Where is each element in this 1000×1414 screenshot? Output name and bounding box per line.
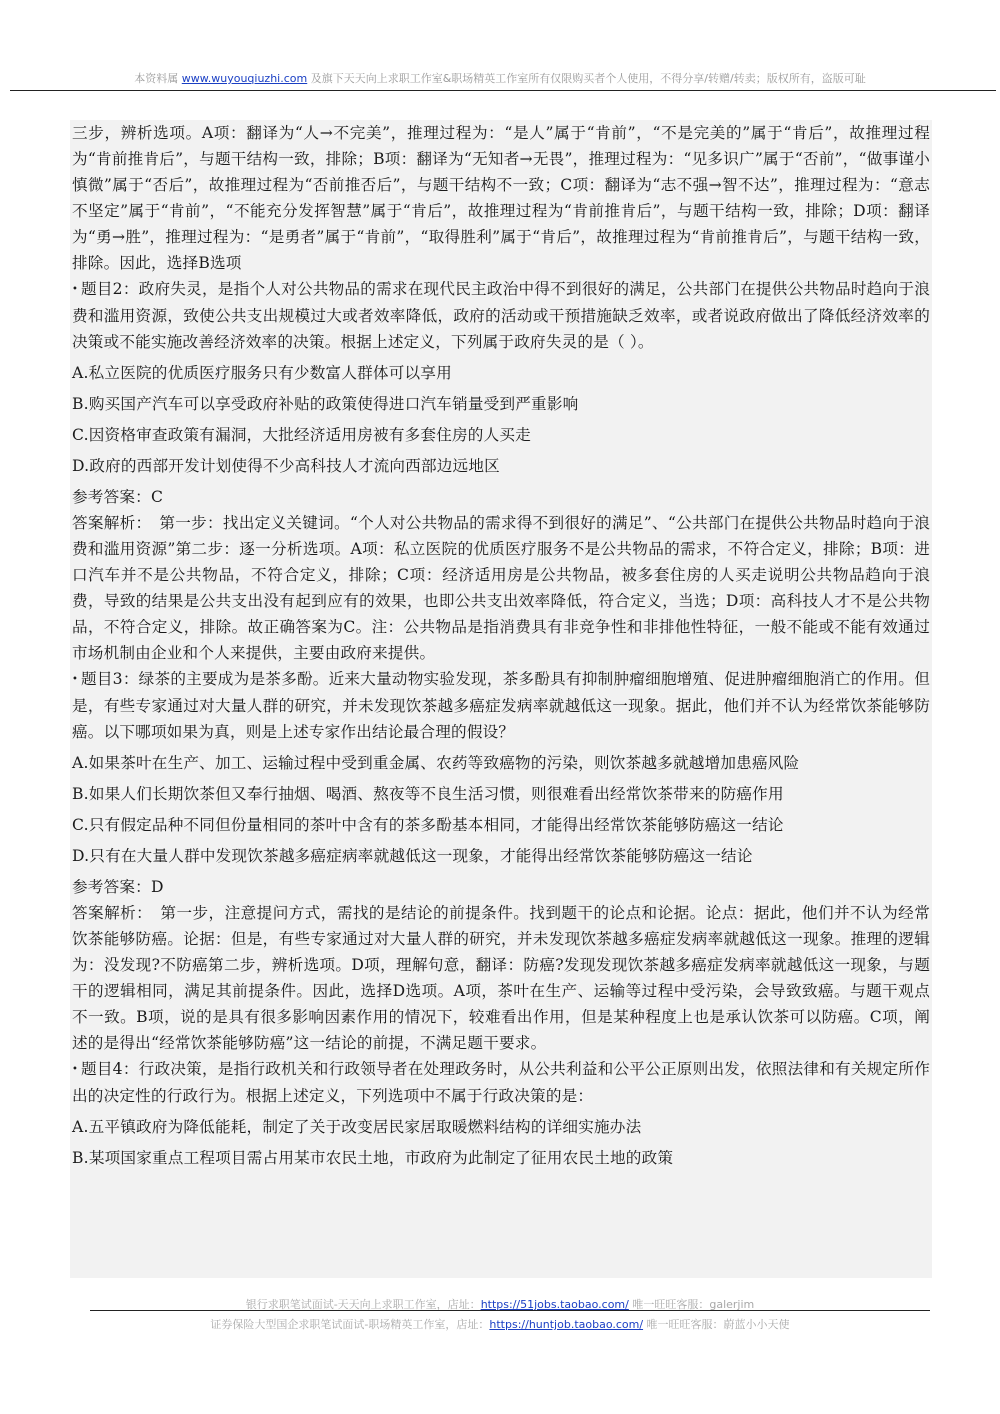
- paragraph-text: A.私立医院的优质医疗服务只有少数富人群体可以享用: [72, 364, 452, 382]
- footer-line-2: [0, 1316, 1000, 1332]
- paragraph-text: 答案解析： 第一步，注意提问方式，需找的是结论的前提条件。找到题干的论点和论据。论点：据此，他们并不认为经常饮茶能够防癌。论据：但是，有些专家通过对大量人群的研究，并未发现饮茶越多癌症发病率就越低这一现象。推理的逻辑为：没发现?不防癌第二步，辨析选项。D项，理解句意，翻译：防癌?发现发现饮茶越多癌症发病率就越低这一现象，与题干的逻辑相同，满足其前提条件。因此，选择D选项。A项，茶叶在生产、运输等过程中受污染，会导致致癌。与题干观点不一致。B项，说的是具有很多影响因素作用的情况下，较难看出作用，但是某种程度上也是承认饮茶可以防癌。C项，阐述的是得出“经常饮茶能够防癌”这一结论的前提，不满足题干要求。: [72, 904, 930, 1052]
- answer-option: [70, 422, 932, 448]
- document-body: [70, 120, 932, 1278]
- paragraph-text: D.政府的西部开发计划使得不少高科技人才流向西部边远地区: [72, 457, 500, 475]
- paragraph-text: C.因资格审查政策有漏洞，大批经济适用房被有多套住房的人买走: [72, 426, 531, 444]
- paragraph-text: 三步，辨析选项。A项：翻译为“人→不完美”，推理过程为：“是人”属于“肯前”，“不是完美的”属于“肯后”，故推理过程为“肯前推肯后”，与题干结构一致，排除；B项：翻译为“无知者→无畏”，推理过程为：“见多识广”属于“否前”，“做事谨小慎微”属于“否后”，故推理过程为“否前推否后”，与题干结构不一致；C项：翻译为“志不强→智不达”，推理过程为：“意志不坚定”属于“肯前”，“不能充分发挥智慧”属于“肯后”，故推理过程为“肯前推肯后”，与题干结构一致，排除；D项：翻译为“勇→胜”，推理过程为：“是勇者”属于“肯前”，“取得胜利”属于“肯后”，故推理过程为“肯前推肯后”，与题干结构一致，排除。因此，选择B选项: [72, 124, 930, 272]
- text-paragraph: [70, 900, 932, 1056]
- text-paragraph: [70, 510, 932, 666]
- paragraph-text: C.只有假定品种不同但份量相同的茶叶中含有的茶多酚基本相同，才能得出经常饮茶能够防癌这一结论: [72, 816, 784, 834]
- footer-line-2-prefix: 证券保险大型国企求职笔试面试-职场精英工作室，店址：: [210, 1318, 490, 1331]
- footer-shop-link-2[interactable]: https://huntjob.taobao.com/: [489, 1318, 644, 1331]
- text-paragraph: [70, 120, 932, 276]
- answer-option: [70, 453, 932, 479]
- paragraph-text: D.只有在大量人群中发现饮茶越多癌症病率就越低这一现象，才能得出经常饮茶能够防癌这一结论: [72, 847, 753, 865]
- header-prefix: 本资料属: [134, 72, 182, 85]
- question-paragraph: [70, 1056, 932, 1109]
- bullet-icon: •: [72, 1064, 79, 1075]
- page-header: [0, 70, 1000, 86]
- answer-option: [70, 750, 932, 776]
- paragraph-text: 答案解析： 第一步：找出定义关键词。“个人对公共物品的需求得不到很好的满足”、“公共部门在提供公共物品时趋向于浪费和滥用资源”第二步：逐一分析选项。A项：私立医院的优质医疗服务不是公共物品的需求，不符合定义，排除；B项：进口汽车并不是公共物品，不符合定义，排除；C项：经济适用房是公共物品，被多套住房的人买走说明公共物品趋向于浪费，导致的结果是公共支出没有起到应有的效果，也即公共支出效率降低，符合定义，当选；D项：高科技人才不是公共物品，不符合定义，排除。故正确答案为C。注：公共物品是指消费具有非竞争性和非排他性特征，一般不能或不能有效通过市场机制由企业和个人来提供，主要由政府来提供。: [72, 514, 930, 662]
- paragraph-text: 参考答案：C: [72, 488, 164, 506]
- paragraph-text: 题目2：政府失灵，是指个人对公共物品的需求在现代民主政治中得不到很好的满足，公共部门在提供公共物品时趋向于浪费和滥用资源，致使公共支出规模过大或者效率降低，政府的活动或干预措施缺乏效率，或者说政府做出了降低经济效率的决策或不能实施改善经济效率的决策。根据上述定义，下列属于政府失灵的是（ ）。: [72, 280, 930, 351]
- answer-option: [70, 1114, 932, 1140]
- answer-option: [70, 391, 932, 417]
- bullet-icon: •: [72, 284, 79, 295]
- footer-line-1-suffix: 唯一旺旺客服：galerjim: [628, 1298, 755, 1311]
- question-paragraph: [70, 666, 932, 745]
- header-divider: [10, 90, 996, 91]
- answer-option: [70, 360, 932, 386]
- text-paragraph: [70, 874, 932, 900]
- paragraph-text: 参考答案：D: [72, 878, 164, 896]
- answer-option: [70, 781, 932, 807]
- answer-option: [70, 1145, 932, 1171]
- question-paragraph: [70, 276, 932, 355]
- footer-line-2-suffix: 唯一旺旺客服：蔚蓝小小天使: [643, 1318, 790, 1331]
- header-site-link[interactable]: www.wuyouqiuzhi.com: [181, 72, 308, 85]
- footer-divider: [90, 1310, 930, 1311]
- paragraph-text: B.如果人们长期饮茶但又奉行抽烟、喝酒、熬夜等不良生活习惯，则很难看出经常饮茶带来的防癌作用: [72, 785, 784, 803]
- paragraph-text: 题目3：绿茶的主要成为是茶多酚。近来大量动物实验发现，茶多酚具有抑制肿瘤细胞增殖、促进肿瘤细胞消亡的作用。但是，有些专家通过对大量人群的研究，并未发现饮茶越多癌症发病率就越低这一现象。据此，他们并不认为经常饮茶能够防癌。以下哪项如果为真，则是上述专家作出结论最合理的假设？: [72, 670, 930, 741]
- paragraph-text: A.五平镇政府为降低能耗，制定了关于改变居民家居取暖燃料结构的详细实施办法: [72, 1118, 642, 1136]
- text-paragraph: [70, 484, 932, 510]
- answer-option: [70, 843, 932, 869]
- footer-line-1-prefix: 银行求职笔试面试-天天向上求职工作室，店址：: [245, 1298, 481, 1311]
- footer-shop-link-1[interactable]: https://51jobs.taobao.com/: [480, 1298, 629, 1311]
- paragraph-text: 题目4：行政决策，是指行政机关和行政领导者在处理政务时，从公共利益和公平公正原则出发，依照法律和有关规定所作出的决定性的行政行为。根据上述定义，下列选项中不属于行政决策的是：: [72, 1060, 930, 1105]
- header-copyright-text: 及旗下天天向上求职工作室&职场精英工作室所有仅限购买者个人使用，不得分享/转赠/转卖；版权所有，盗版可耻: [307, 72, 866, 85]
- bullet-icon: •: [72, 674, 79, 685]
- paragraph-text: A.如果茶叶在生产、加工、运输过程中受到重金属、农药等致癌物的污染，则饮茶越多就越增加患癌风险: [72, 754, 800, 772]
- paragraph-text: B.某项国家重点工程项目需占用某市农民土地，市政府为此制定了征用农民土地的政策: [72, 1149, 674, 1167]
- paragraph-text: B.购买国产汽车可以享受政府补贴的政策使得进口汽车销量受到严重影响: [72, 395, 579, 413]
- answer-option: [70, 812, 932, 838]
